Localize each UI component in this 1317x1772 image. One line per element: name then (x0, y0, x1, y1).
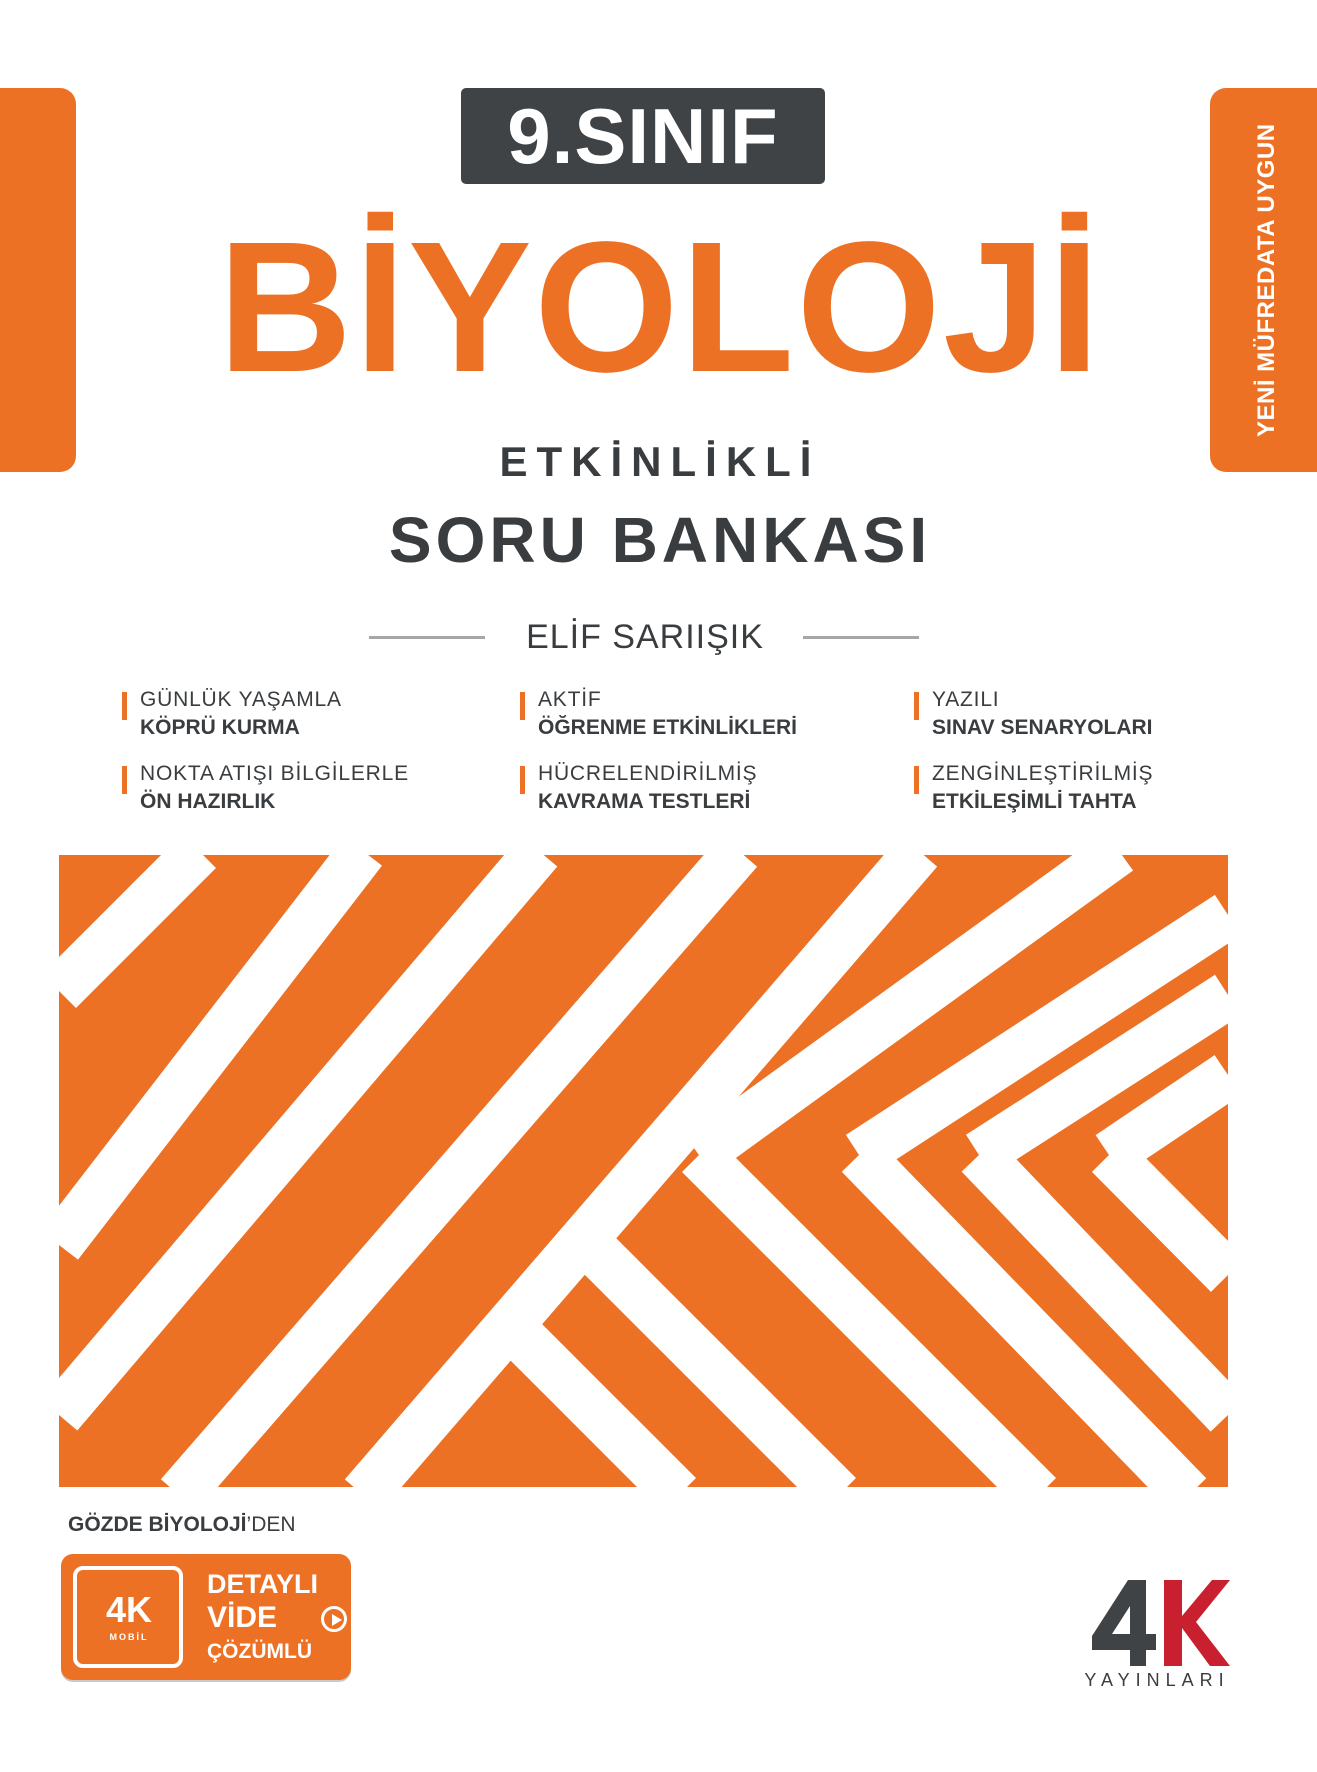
feature-bar (122, 692, 127, 720)
stripe-group (59, 855, 1228, 1487)
publisher-name: YAYINLARI (1084, 1670, 1230, 1690)
badge-line2: VİDE (207, 1601, 278, 1634)
badge-line3: ÇÖZÜMLÜ (207, 1640, 312, 1663)
feature-line1: GÜNLÜK YAŞAMLA (140, 688, 342, 711)
feature-bar (520, 766, 525, 794)
feature-line2: ÖĞRENME ETKİNLİKLERİ (538, 716, 798, 739)
feature-item (914, 760, 1153, 822)
feature-item (122, 686, 342, 748)
credit-brand: GÖZDE BİYOLOJİ (68, 1513, 247, 1536)
left-accent-tab (0, 88, 76, 472)
feature-line1: HÜCRELENDİRİLMİŞ (538, 762, 758, 785)
badge-line1: DETAYLI (207, 1569, 319, 1599)
feature-line1: YAZILI (932, 688, 1000, 711)
video-solution-badge (61, 1554, 351, 1680)
publisher-logo-icon (1088, 1570, 1230, 1670)
feature-bar (520, 692, 525, 720)
stripe-pattern (59, 855, 1228, 1487)
book-subtitle: SORU BANKASI (388, 504, 932, 576)
author-name: ELİF SARIIŞIK (526, 618, 764, 656)
feature-bar (914, 692, 919, 720)
author-rule-right (803, 636, 919, 639)
feature-line1: NOKTA ATIŞI BİLGİLERLE (140, 762, 409, 785)
feature-line2: KAVRAMA TESTLERİ (538, 790, 751, 813)
curriculum-label: YENİ MÜFREDATA UYGUN (1253, 123, 1280, 437)
feature-line1: ZENGİNLEŞTİRİLMİŞ (932, 762, 1154, 785)
feature-item (914, 686, 1153, 748)
mobile-label: MOBİL (109, 1632, 149, 1642)
feature-item (122, 760, 409, 822)
feature-item (520, 760, 757, 822)
book-kicker: ETKİNLİKLİ (499, 438, 821, 485)
feature-item (520, 686, 797, 748)
credit-line (68, 1510, 468, 1540)
grade-label: 9.SINIF (507, 92, 779, 180)
play-icon (321, 1606, 347, 1632)
mobile-logo: 4K (105, 1589, 153, 1630)
publisher-logo-k (1164, 1580, 1230, 1666)
feature-bar (914, 766, 919, 794)
feature-line2: SINAV SENARYOLARI (932, 716, 1153, 739)
feature-line2: ÖN HAZIRLIK (140, 790, 276, 813)
feature-bar (122, 766, 127, 794)
book-title: BİYOLOJİ (217, 204, 1103, 411)
author-rule-left (369, 636, 485, 639)
feature-line2: KÖPRÜ KURMA (140, 716, 300, 739)
feature-line1: AKTİF (538, 688, 602, 711)
feature-line2: ETKİLEŞİMLİ TAHTA (932, 790, 1137, 813)
credit-suffix: ’DEN (246, 1513, 296, 1536)
